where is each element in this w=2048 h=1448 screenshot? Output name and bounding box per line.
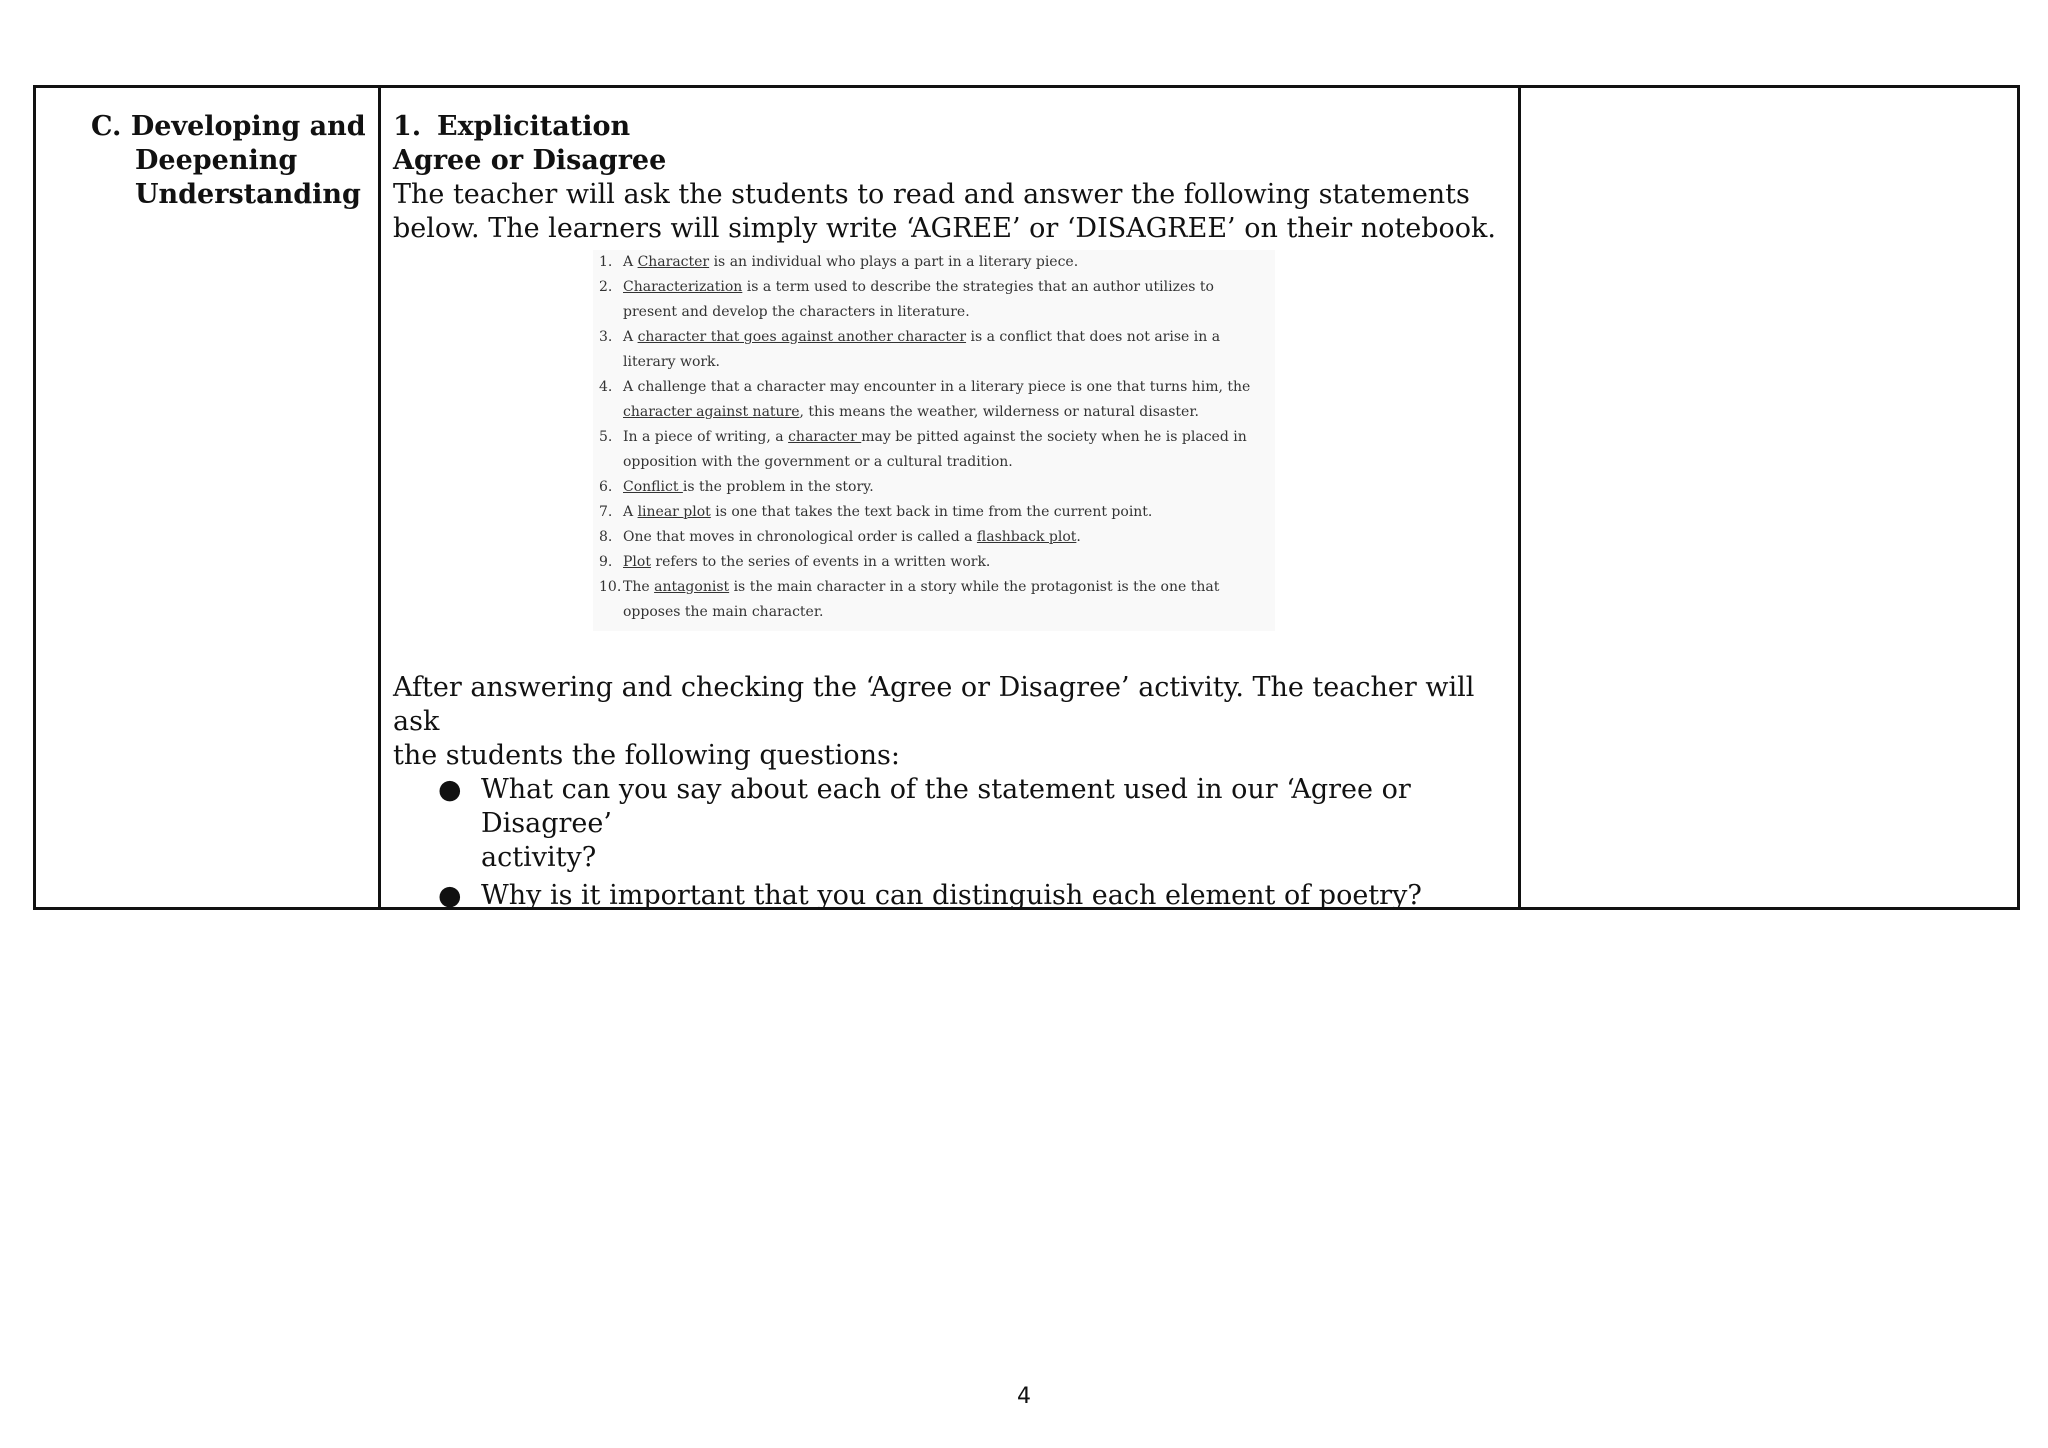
statement-number: 2.: [599, 279, 613, 295]
activity-cell: [381, 88, 1521, 911]
question-line2: activity?: [481, 842, 597, 873]
statement-number: 7.: [599, 504, 613, 520]
statement-text: A character that goes against another character is a conflict that does not arise in a literary work.: [623, 329, 1221, 370]
section-line2: Deepening: [135, 145, 298, 176]
question-line1: What can you say about each of the statement used in our ‘Agree or Disagree’: [481, 774, 1411, 839]
section-cell: [36, 88, 381, 907]
page-number: 4: [1017, 1384, 1031, 1409]
statements-list: [599, 250, 1269, 625]
statement-number: 1.: [599, 254, 613, 270]
question-item: [393, 773, 1504, 875]
statement-item: [599, 375, 1269, 425]
statement-item: [599, 575, 1269, 625]
activity-content: [393, 110, 1504, 917]
statement-item: [599, 525, 1269, 550]
activity-number: 1.: [393, 111, 422, 142]
statement-text: The antagonist is the main character in a story while the protagonist is the one that opposes the main character.: [623, 579, 1220, 620]
section-letter: C.: [91, 111, 122, 142]
statement-item: [599, 250, 1269, 275]
statement-item: [599, 500, 1269, 525]
activity-heading: [393, 110, 1504, 144]
section-line1: Developing and: [130, 111, 366, 142]
remarks-cell: [1521, 88, 2017, 907]
statement-text: In a piece of writing, a character may be pitted against the society when he is placed in opposition with the government or a cultural tradition.: [623, 429, 1247, 470]
statement-text: Characterization is a term used to describe the strategies that an author utilizes to present and develop the characters in literature.: [623, 279, 1214, 320]
bullet-icon: ●: [438, 880, 462, 911]
section-line3: Understanding: [135, 179, 361, 210]
statement-number: 9.: [599, 554, 613, 570]
statement-text: One that moves in chronological order is called a flashback plot.: [623, 529, 1081, 545]
statement-number: 5.: [599, 429, 613, 445]
bullet-icon: ●: [438, 774, 462, 805]
statements-image: [593, 250, 1275, 631]
statement-number: 10.: [599, 579, 622, 595]
activity-title: Explicitation: [437, 111, 631, 142]
statement-number: 3.: [599, 329, 613, 345]
statement-item: [599, 325, 1269, 375]
statement-item: [599, 275, 1269, 325]
after-line1: After answering and checking the ‘Agree or Disagree’ activity. The teacher will ask: [393, 672, 1475, 737]
statement-item: [599, 425, 1269, 475]
statement-text: A linear plot is one that takes the text back in time from the current point.: [623, 504, 1153, 520]
question-line1: Why is it important that you can distinguish each element of poetry?: [481, 880, 1422, 911]
statement-text: Plot refers to the series of events in a written work.: [623, 554, 991, 570]
instructions-line2: below. The learners will simply write ‘AGREE’ or ‘DISAGREE’ on their notebook.: [393, 213, 1497, 244]
statement-text: Conflict is the problem in the story.: [623, 479, 874, 495]
after-line2: the students the following questions:: [393, 740, 901, 771]
question-item: [393, 879, 1504, 913]
statement-item: [599, 475, 1269, 500]
statement-number: 8.: [599, 529, 613, 545]
statement-text: A challenge that a character may encounter in a literary piece is one that turns him, the character against nature, this means the weather, wilderness or natural disaster.: [623, 379, 1251, 420]
statement-item: [599, 550, 1269, 575]
questions-list: [393, 773, 1504, 913]
statement-number: 4.: [599, 379, 613, 395]
section-label: [91, 110, 366, 212]
lesson-table: [33, 85, 2020, 910]
activity-subtitle: Agree or Disagree: [393, 145, 667, 176]
statement-number: 6.: [599, 479, 613, 495]
statement-text: A Character is an individual who plays a part in a literary piece.: [623, 254, 1079, 270]
instructions-line1: The teacher will ask the students to read and answer the following statements: [393, 179, 1470, 210]
